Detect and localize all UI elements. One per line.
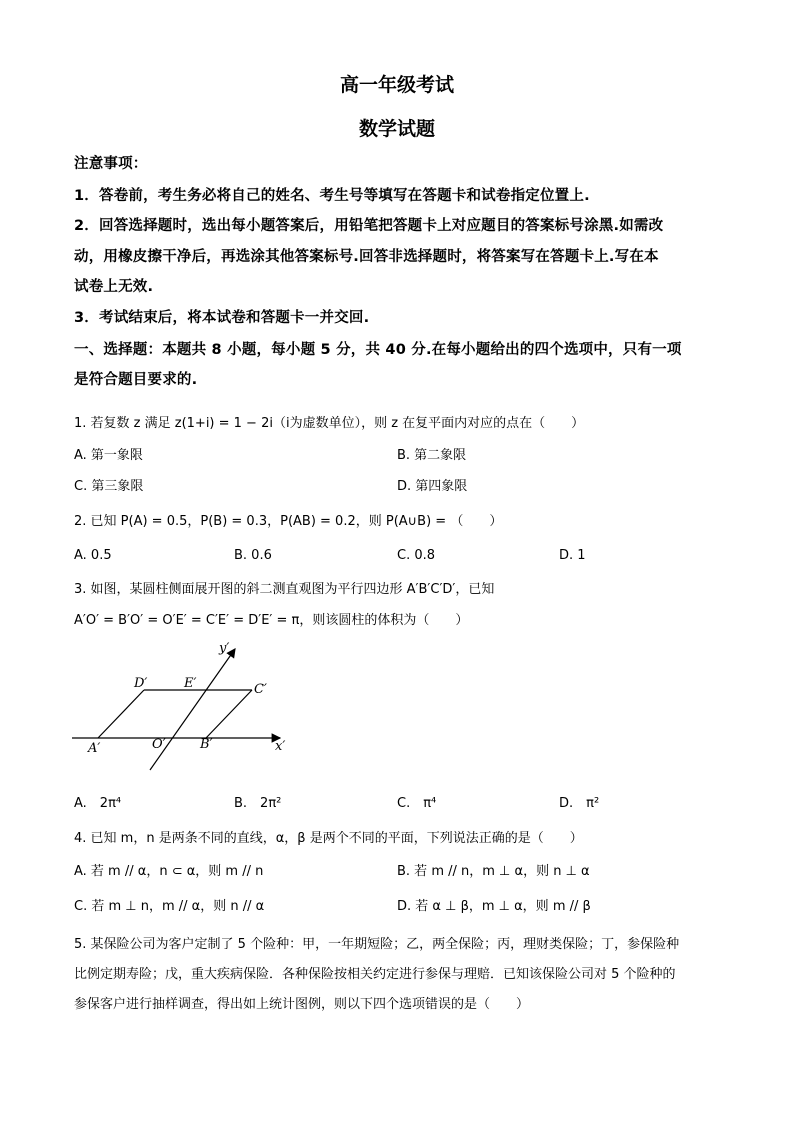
question-1-stem: 1. 若复数 z 满足 z(1+i) = 1 − 2i（i为虚数单位），则 z 在复平面内对应的点在（ ） [74, 416, 585, 431]
notice-item-2-line-3: 试卷上无效. [74, 279, 154, 295]
question-4-option-b: B. 若 m // n，m ⊥ α，则 n ⊥ α [397, 864, 590, 879]
question-1-option-c: C. 第三象限 [74, 479, 144, 494]
label-c-prime: C′ [254, 682, 267, 697]
edge-cb [206, 690, 252, 738]
question-2-option-a: A. 0.5 [74, 548, 112, 563]
notice-heading: 注意事项： [74, 156, 148, 172]
question-2-stem: 2. 已知 P(A) = 0.5，P(B) = 0.3，P(AB) = 0.2，则 P(A∪B) = （ ） [74, 514, 503, 529]
notice-item-2-line-1: 2．回答选择题时，选出每小题答案后，用铅笔把答题卡上对应题目的答案标号涂黑.如需改 [74, 218, 664, 234]
question-4-option-a: A. 若 m // α，n ⊂ α，则 m // n [74, 864, 264, 879]
question-4-option-c: C. 若 m ⊥ n，m // α，则 n // α [74, 899, 265, 914]
label-o-prime: O′ [152, 737, 166, 752]
notice-item-2-line-2: 动，用橡皮擦干净后，再选涂其他答案标号.回答非选择题时，将答案写在答题卡上.写在本 [74, 249, 659, 265]
label-d-prime: D′ [134, 676, 148, 691]
question-5-line-2: 比例定期寿险；戊，重大疾病保险．各种保险按相关约定进行参保与理赔．已知该保险公司对 5 个险种的 [74, 967, 676, 982]
question-2-option-d: D. 1 [559, 548, 586, 563]
label-x-prime: x′ [275, 739, 286, 754]
page-title: 高一年级考试 [339, 74, 454, 96]
question-1-option-a: A. 第一象限 [74, 448, 143, 463]
label-b-prime: B′ [200, 737, 213, 752]
question-3-option-b: B. 2π² [234, 796, 282, 811]
section-heading-line-1: 一、选择题：本题共 8 小题，每小题 5 分，共 40 分.在每小题给出的四个选项中，只有一项 [74, 342, 682, 358]
question-2-option-c: C. 0.8 [397, 548, 436, 563]
question-3-line-1: 3. 如图，某圆柱侧面展开图的斜二测直观图为平行四边形 A′B′C′D′，已知 [74, 582, 495, 597]
question-5-line-1: 5. 某保险公司为客户定制了 5 个险种：甲，一年期短险；乙，两全保险；丙，理财类保险；丁，参保险种 [74, 937, 680, 952]
question-4-option-d: D. 若 α ⊥ β，m ⊥ α，则 m // β [397, 899, 591, 914]
question-3-option-d: D. π² [559, 796, 600, 811]
parallelogram-figure [66, 636, 296, 776]
label-y-prime: y′ [219, 641, 230, 656]
question-3-option-a: A. 2π⁴ [74, 796, 122, 811]
question-3-option-c: C. π⁴ [397, 796, 437, 811]
label-a-prime: A′ [88, 741, 101, 756]
section-heading-line-2: 是符合题目要求的. [74, 372, 198, 388]
question-1-option-d: D. 第四象限 [397, 479, 468, 494]
question-1-option-b: B. 第二象限 [397, 448, 467, 463]
question-3-line-2: A′O′ = B′O′ = O′E′ = C′E′ = D′E′ = π，则该圆柱的体积为（ ） [74, 613, 469, 628]
page-subtitle: 数学试题 [358, 118, 435, 140]
question-5-line-3: 参保客户进行抽样调查，得出如上统计图例，则以下四个选项错误的是（ ） [74, 997, 530, 1012]
question-2-option-b: B. 0.6 [234, 548, 272, 563]
notice-item-1: 1．答卷前，考生务必将自己的姓名、考生号等填写在答题卡和试卷指定位置上. [74, 188, 590, 204]
notice-item-3: 3．考试结束后，将本试卷和答题卡一并交回. [74, 310, 370, 326]
question-4-stem: 4. 已知 m，n 是两条不同的直线，α，β 是两个不同的平面，下列说法正确的是（ ） [74, 831, 583, 846]
edge-ad [98, 690, 144, 738]
label-e-prime: E′ [184, 676, 197, 691]
